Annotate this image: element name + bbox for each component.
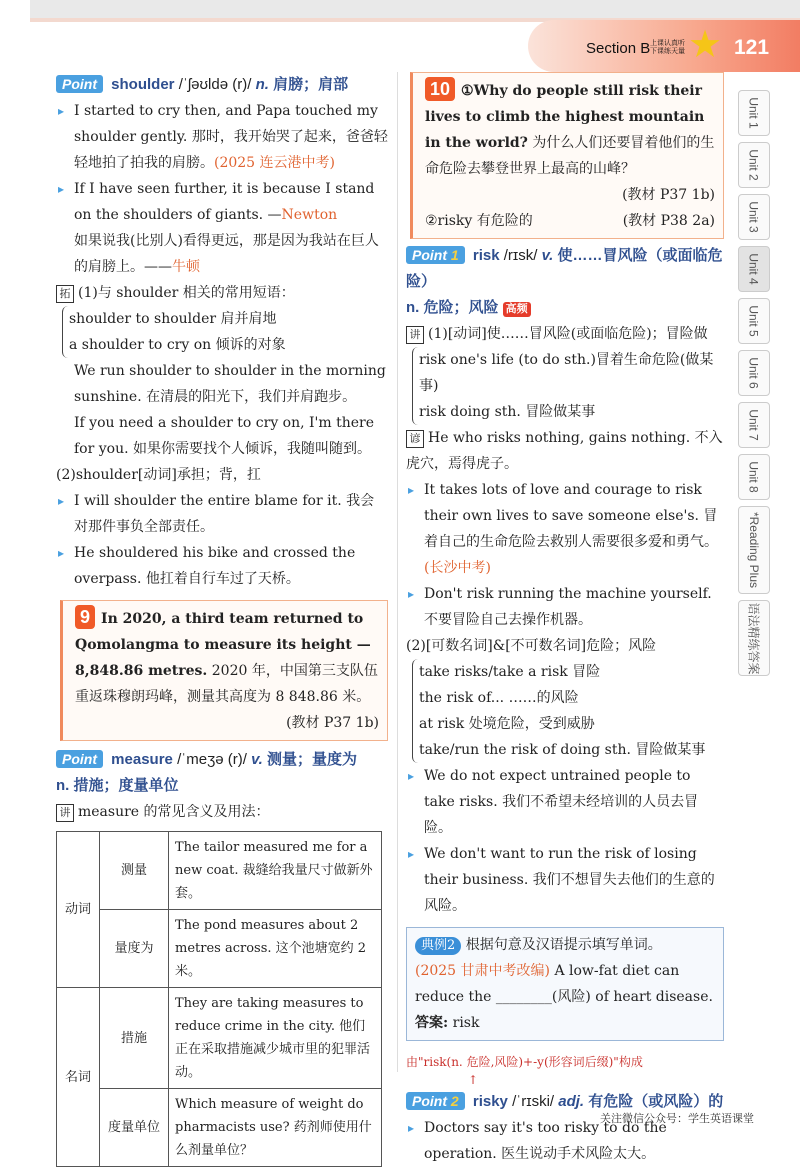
- example-sentence: If you need a shoulder to cry on, I'm there for you. 如果你需要找个人倾诉，我随叫随到。: [74, 415, 375, 457]
- table-cell: 量度为: [100, 910, 169, 988]
- header-band: [30, 0, 800, 18]
- table-cell: 测量: [100, 832, 169, 910]
- table-row: [57, 910, 382, 988]
- extend-icon: 拓: [56, 285, 74, 303]
- tab-unit-5[interactable]: Unit 5: [738, 298, 770, 344]
- usage-title: (2)[可数名词]&[不可数名词]危险；风险: [406, 638, 657, 654]
- point-tag: Point: [56, 750, 103, 768]
- meaning: 有危险（或风险）的: [588, 1093, 724, 1110]
- example-sentence: ▸ We do not expect untrained people to take risks. 我们不希望未经培训的人员去冒险。: [406, 763, 724, 841]
- sentence-number: 10: [425, 77, 455, 101]
- answer: risk: [452, 1015, 480, 1031]
- left-column: [56, 72, 388, 1167]
- table-cell: Which measure of weight do pharmacists use? 药剂师使用什么剂量单位？: [169, 1089, 382, 1167]
- example-sentence: ▸ We don't want to run the risk of losing their business. 我们不想冒失去他们的生意的风险。: [406, 841, 724, 919]
- table-cell: They are taking measures to reduce crime in the city. 他们正在采取措施减少城市里的犯罪活动。: [169, 988, 382, 1089]
- proverb-icon: 谚: [406, 430, 424, 448]
- tab-reading-plus[interactable]: *Reading Plus: [738, 506, 770, 594]
- part-of-speech: n.: [255, 76, 269, 93]
- table-row: [57, 1089, 382, 1167]
- point-tag: Point 2: [406, 1092, 465, 1110]
- phrase-group: [62, 306, 388, 358]
- meaning-line2: n. 危险；风险 高频: [406, 295, 724, 321]
- tab-unit-8[interactable]: Unit 8: [738, 454, 770, 500]
- table-cell: 动词: [57, 832, 100, 988]
- phrase-item: shoulder to shoulder 肩并肩地: [69, 311, 277, 327]
- phrase-item: take risks/take a risk 冒险: [419, 664, 601, 680]
- headword: shoulder: [111, 76, 175, 93]
- part-of-speech: adj.: [558, 1093, 585, 1110]
- phrase-item: risk doing sth. 冒险做某事: [419, 404, 596, 420]
- textbook-sentence-box-10: 10 ①Why do people still risk their lives to climb the highest mountain in the world? 为什么人们还要冒着他们的生命危险去攀登世界上最高的山峰？ (教材 P37 1b) ②risky 有危险的 (教材 P38 2a): [410, 72, 724, 239]
- section-label: Section B: [586, 40, 651, 57]
- example-sentence: ▸ I will shoulder the entire blame for it. 我会对那件事负全部责任。: [56, 488, 388, 540]
- footer-note: 关注微信公众号：学生英语课堂: [600, 1112, 754, 1125]
- example-sentence: We run shoulder to shoulder in the morning sunshine. 在清晨的阳光下，我们并肩跑步。: [74, 363, 386, 405]
- example-sentence: ▸ I started to cry then, and Papa touched my shoulder gently. 那时，我开始哭了起来，爸爸轻轻地拍了拍我的肩膀。(2025 连云港中考): [56, 98, 388, 176]
- tab-unit-7[interactable]: Unit 7: [738, 402, 770, 448]
- phrase-item: take/run the risk of doing sth. 冒险做某事: [419, 742, 706, 758]
- arrow-icon: ↑: [468, 1073, 479, 1087]
- explain-icon: 讲: [56, 804, 74, 822]
- source-note: (2025 甘肃中考改编): [415, 963, 551, 979]
- source-note: (2025 连云港中考): [214, 155, 336, 171]
- author-name: Newton: [281, 207, 338, 223]
- phrase-item: a shoulder to cry on 倾诉的对象: [69, 337, 286, 353]
- point-shoulder-heading: [56, 72, 388, 98]
- proverb: 谚 He who risks nothing, gains nothing. 不入虎穴，焉得虎子。: [406, 430, 723, 472]
- example-sentence: ▸ If I have seen further, it is because I stand on the shoulders of giants. —Newton 如果说我(比别人)看得更远，那是因为我站在巨人的肩膀上。——牛顿: [56, 176, 388, 280]
- meaning: 使……冒风险（或面临危险）: [406, 247, 723, 290]
- headword: measure: [111, 751, 173, 768]
- example-sentence: ▸ It takes lots of love and courage to risk their own lives to save someone else's. 冒着自己的生命危险去救别人需要很多爱和勇气。(长沙中考): [406, 477, 724, 581]
- extension-title: 拓 (1)与 shoulder 相关的常用短语：: [56, 280, 388, 306]
- table-row: [57, 988, 382, 1089]
- point-risk-heading: [406, 243, 724, 295]
- example-sentence: ▸ He shouldered his bike and crossed the overpass. 他扛着自行车过了天桥。: [56, 540, 388, 592]
- table-cell: The pond measures about 2 metres across. 这个池塘宽约 2 米。: [169, 910, 382, 988]
- phonetic: /ˈmeʒə (r)/: [177, 751, 247, 768]
- table-cell: The tailor measured me for a new coat. 裁缝给我量尺寸做新外套。: [169, 832, 382, 910]
- sentence-number: 9: [75, 605, 95, 629]
- right-column: [406, 72, 724, 1167]
- headword: risk: [472, 247, 500, 264]
- answer-blank: ________: [495, 989, 552, 1005]
- source-note: (教材 P37 1b): [286, 715, 379, 731]
- author-name-cn: 牛顿: [172, 259, 200, 275]
- tab-unit-6[interactable]: Unit 6: [738, 350, 770, 396]
- unit-tabs: [738, 90, 774, 682]
- tab-grammar-answers[interactable]: 语法精练答案: [738, 600, 770, 676]
- tab-unit-4[interactable]: Unit 4: [738, 246, 770, 292]
- example-sentence: ▸ Doctors say it's too risky to do the operation. 医生说动手术风险太大。: [406, 1115, 724, 1167]
- word-formation-note: 由"risk(n. 危险,风险)+-y(形容词后缀)"构成: [406, 1055, 643, 1069]
- high-frequency-badge: 高频: [503, 302, 531, 317]
- table-row: [57, 832, 382, 910]
- part-of-speech: v.: [251, 751, 263, 768]
- meaning-line2: n. 措施；度量单位: [56, 777, 179, 794]
- phrase-group: [412, 659, 724, 763]
- phonetic: /ˈʃəʊldə (r)/: [178, 76, 252, 93]
- tab-unit-2[interactable]: Unit 2: [738, 142, 770, 188]
- usage-title: (2)shoulder[动词]承担；背，扛: [56, 467, 261, 483]
- table-cell: 名词: [57, 988, 100, 1167]
- textbook-sentence-box-9: 9 In 2020, a third team returned to Qomolangma to measure its height — 8,848.86 metres. 2020 年，中国第三支队伍重返珠穆朗玛峰，测量其高度为 8 848.86 米。 (教材 P37 1b): [60, 600, 388, 741]
- source-note: (教材 P38 2a): [622, 213, 715, 229]
- usage-title: 讲 (1)[动词]使……冒风险(或面临危险)；冒险做: [406, 321, 724, 347]
- example-tag: 典例2: [415, 937, 461, 955]
- table-title: 讲 measure 的常见含义及用法：: [56, 799, 388, 825]
- star-mascot-icon: ★: [688, 22, 723, 66]
- point-tag: Point: [56, 75, 103, 93]
- point-tag: Point 1: [406, 246, 465, 264]
- phrase-item: the risk of... ……的风险: [419, 690, 579, 706]
- example-sentence: ▸ Don't risk running the machine yourself. 不要冒险自己去操作机器。: [406, 581, 724, 633]
- part-of-speech: v.: [541, 247, 554, 264]
- page-number: 121: [734, 36, 770, 59]
- source-note: (长沙中考): [424, 560, 491, 576]
- meaning: 肩膀；肩部: [273, 76, 349, 93]
- column-divider: [397, 72, 398, 1072]
- meaning: 测量；量度为: [266, 751, 357, 768]
- phonetic: /ˈrɪski/: [512, 1093, 555, 1110]
- example-exercise-box: 典例2 根据句意及汉语提示填写单词。 (2025 甘肃中考改编) A low-fat diet can reduce the ________(风险) of heart disease. 答案: risk: [406, 927, 724, 1041]
- measure-usage-table: [56, 831, 382, 1167]
- tab-unit-1[interactable]: Unit 1: [738, 90, 770, 136]
- point-measure-heading: [56, 747, 388, 773]
- header-tagline: 上课认真听 下课练天量: [650, 40, 685, 55]
- source-note: (教材 P37 1b): [622, 187, 715, 203]
- table-cell: 措施: [100, 988, 169, 1089]
- phrase-item: risk one's life (to do sth.)冒着生命危险(做某事): [419, 352, 714, 394]
- tab-unit-3[interactable]: Unit 3: [738, 194, 770, 240]
- headword: risky: [472, 1093, 508, 1110]
- phrase-item: at risk 处境危险，受到威胁: [419, 716, 595, 732]
- explain-icon: 讲: [406, 326, 424, 344]
- phrase-group: [412, 347, 724, 425]
- phonetic: /rɪsk/: [503, 247, 538, 264]
- table-cell: 度量单位: [100, 1089, 169, 1167]
